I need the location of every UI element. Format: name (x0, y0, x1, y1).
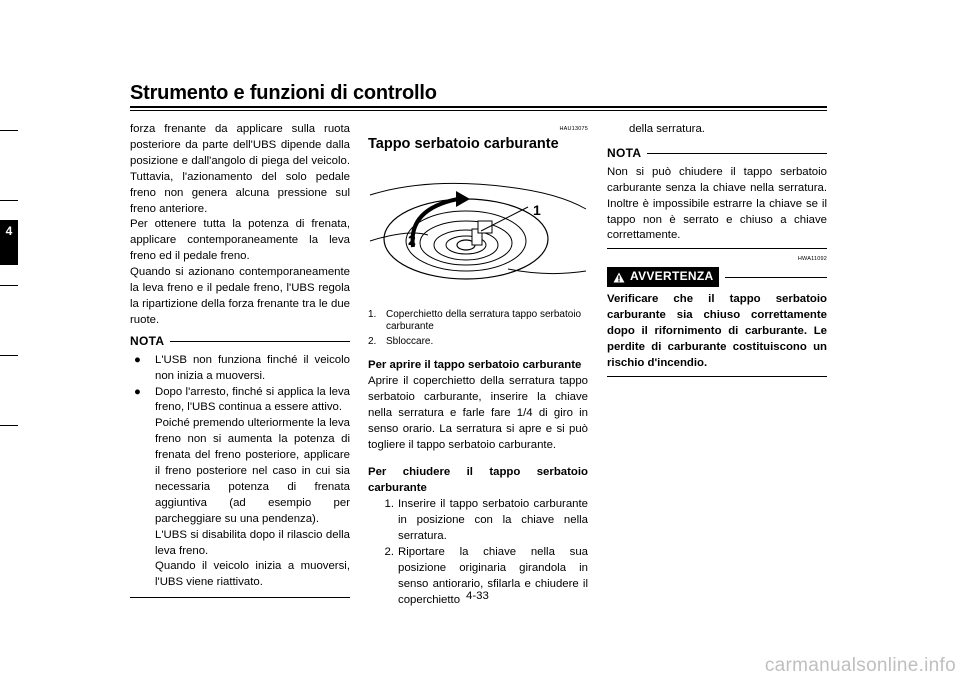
page-number: 4-33 (466, 590, 489, 602)
list-item-subtext: Quando il veicolo inizia a muoversi, l'UBS viene riattivato. (155, 560, 350, 589)
note-label: NOTA (130, 333, 165, 348)
title-rule (130, 106, 827, 108)
paragraph: forza frenante da applicare sulla ruota posteriore da parte dell'UBS dipende dalla posizione e dall'angolo di piega del veicolo. Tuttavia, l'azionamento del solo pedale freno non genera alcuna pressione sul freno anteriore. (130, 123, 350, 215)
paragraph: Aprire il coperchietto della serratura tappo serbatoio carburante, inserire la chiave nella serratura e farle fare 1/4 di giro in senso orario. La serratura si apre e si può togliere il tappo serbatoio carburante. (368, 374, 588, 451)
note-label: NOTA (607, 145, 642, 160)
column-right (607, 122, 827, 377)
warning-label-text: AVVERTENZA (630, 269, 714, 284)
subsection-title: Per aprire il tappo serbatoio carburante (368, 359, 582, 371)
chapter-divider (0, 285, 18, 286)
warning-triangle-icon (613, 272, 625, 283)
note-text: Non si può chiudere il tappo serbatoio carburante senza la chiave nella serratura. Inoltre è impossibile estrarre la chiave se il tappo non è serrato e chiuso a chiave correttamente. (607, 165, 827, 242)
note-heading (607, 146, 827, 162)
chapter-number: 4 (5, 224, 13, 238)
note-end-rule (607, 248, 827, 249)
warning-code: HWA11092 (797, 256, 827, 263)
chapter-divider (0, 200, 18, 201)
note-rule (170, 341, 350, 342)
callout-2: 2 (408, 232, 416, 248)
step-number: 2. (384, 545, 394, 558)
caption-text: Coperchietto della serratura tappo serbatoio carburante (386, 309, 582, 332)
subsection-title: Per chiudere il tappo serbatoio carburante (368, 466, 588, 495)
list-item-subtext: Poiché premendo ulteriormente la leva freno non si aumenta la potenza di frenata del freno posteriore, applicare il freno posteriore nel caso in cui sia necessaria potenza di frenata aggiuntiva (ad esempio per parcheggiare su una pendenza). (155, 417, 351, 525)
caption-number: 1. (368, 309, 377, 320)
caption-number: 2. (368, 336, 377, 347)
step-item (368, 497, 588, 545)
warning-heading (607, 267, 827, 287)
section-code: HAU13075 (559, 126, 588, 132)
list-item-subtext: L'UBS si disabilita dopo il rilascio della leva freno. (155, 528, 350, 557)
section-title: Tappo serbatoio carburante (368, 136, 559, 152)
note-rule (647, 153, 827, 154)
note-heading (130, 334, 350, 350)
chapter-divider (0, 355, 18, 356)
chapter-divider (0, 425, 18, 426)
list-item (130, 385, 350, 417)
watermark: carmanualsonline.info (764, 655, 956, 676)
title-rule-thin (130, 110, 827, 111)
chapter-divider (0, 130, 18, 131)
fuel-cap-illustration (368, 159, 588, 289)
note-end-rule (130, 597, 350, 598)
bullet-icon: ● (134, 385, 141, 398)
warning-end-rule (607, 376, 827, 377)
callout-1: 1 (533, 202, 541, 218)
warning-label (607, 267, 719, 287)
column-middle (368, 122, 588, 609)
warning-text: Verificare che il tappo serbatoio carburante sia chiuso correttamente dopo il rifornimento di carburante. Le perdite di carburante costituiscono un rischio d'incendio. (607, 293, 827, 369)
figure-caption (368, 336, 588, 348)
column-left (130, 122, 350, 598)
fuel-cap-drawing (368, 159, 588, 289)
page-title: Strumento e funzioni di controllo (130, 82, 437, 104)
step-text: Riportare la chiave nella sua posizione originaria girandola in senso antiorario, sfilarla e chiudere il coperchietto (398, 545, 588, 606)
list-item-text: Dopo l'arresto, finché si applica la leva freno, l'UBS continua a essere attivo. (155, 385, 350, 414)
warning-rule (725, 277, 827, 278)
figure-caption (368, 309, 588, 333)
step-number: 1. (384, 498, 394, 511)
caption-text: Sbloccare. (386, 336, 434, 347)
paragraph: Per ottenere tutta la potenza di frenata, applicare contemporaneamente la leva freno ed il pedale freno. (130, 218, 350, 263)
step-text: Inserire il tappo serbatoio carburante in posizione con la chiave nella serratura. (398, 498, 588, 543)
paragraph-continuation: della serratura. (629, 123, 705, 135)
list-item-text: L'USB non funziona finché il veicolo non inizia a muoversi. (155, 353, 350, 382)
bullet-icon: ● (134, 353, 141, 366)
list-item (130, 353, 350, 385)
paragraph: Quando si azionano contemporaneamente la leva freno e il pedale freno, l'UBS regola la ripartizione della forza frenante tra le due ruote. (130, 266, 350, 326)
